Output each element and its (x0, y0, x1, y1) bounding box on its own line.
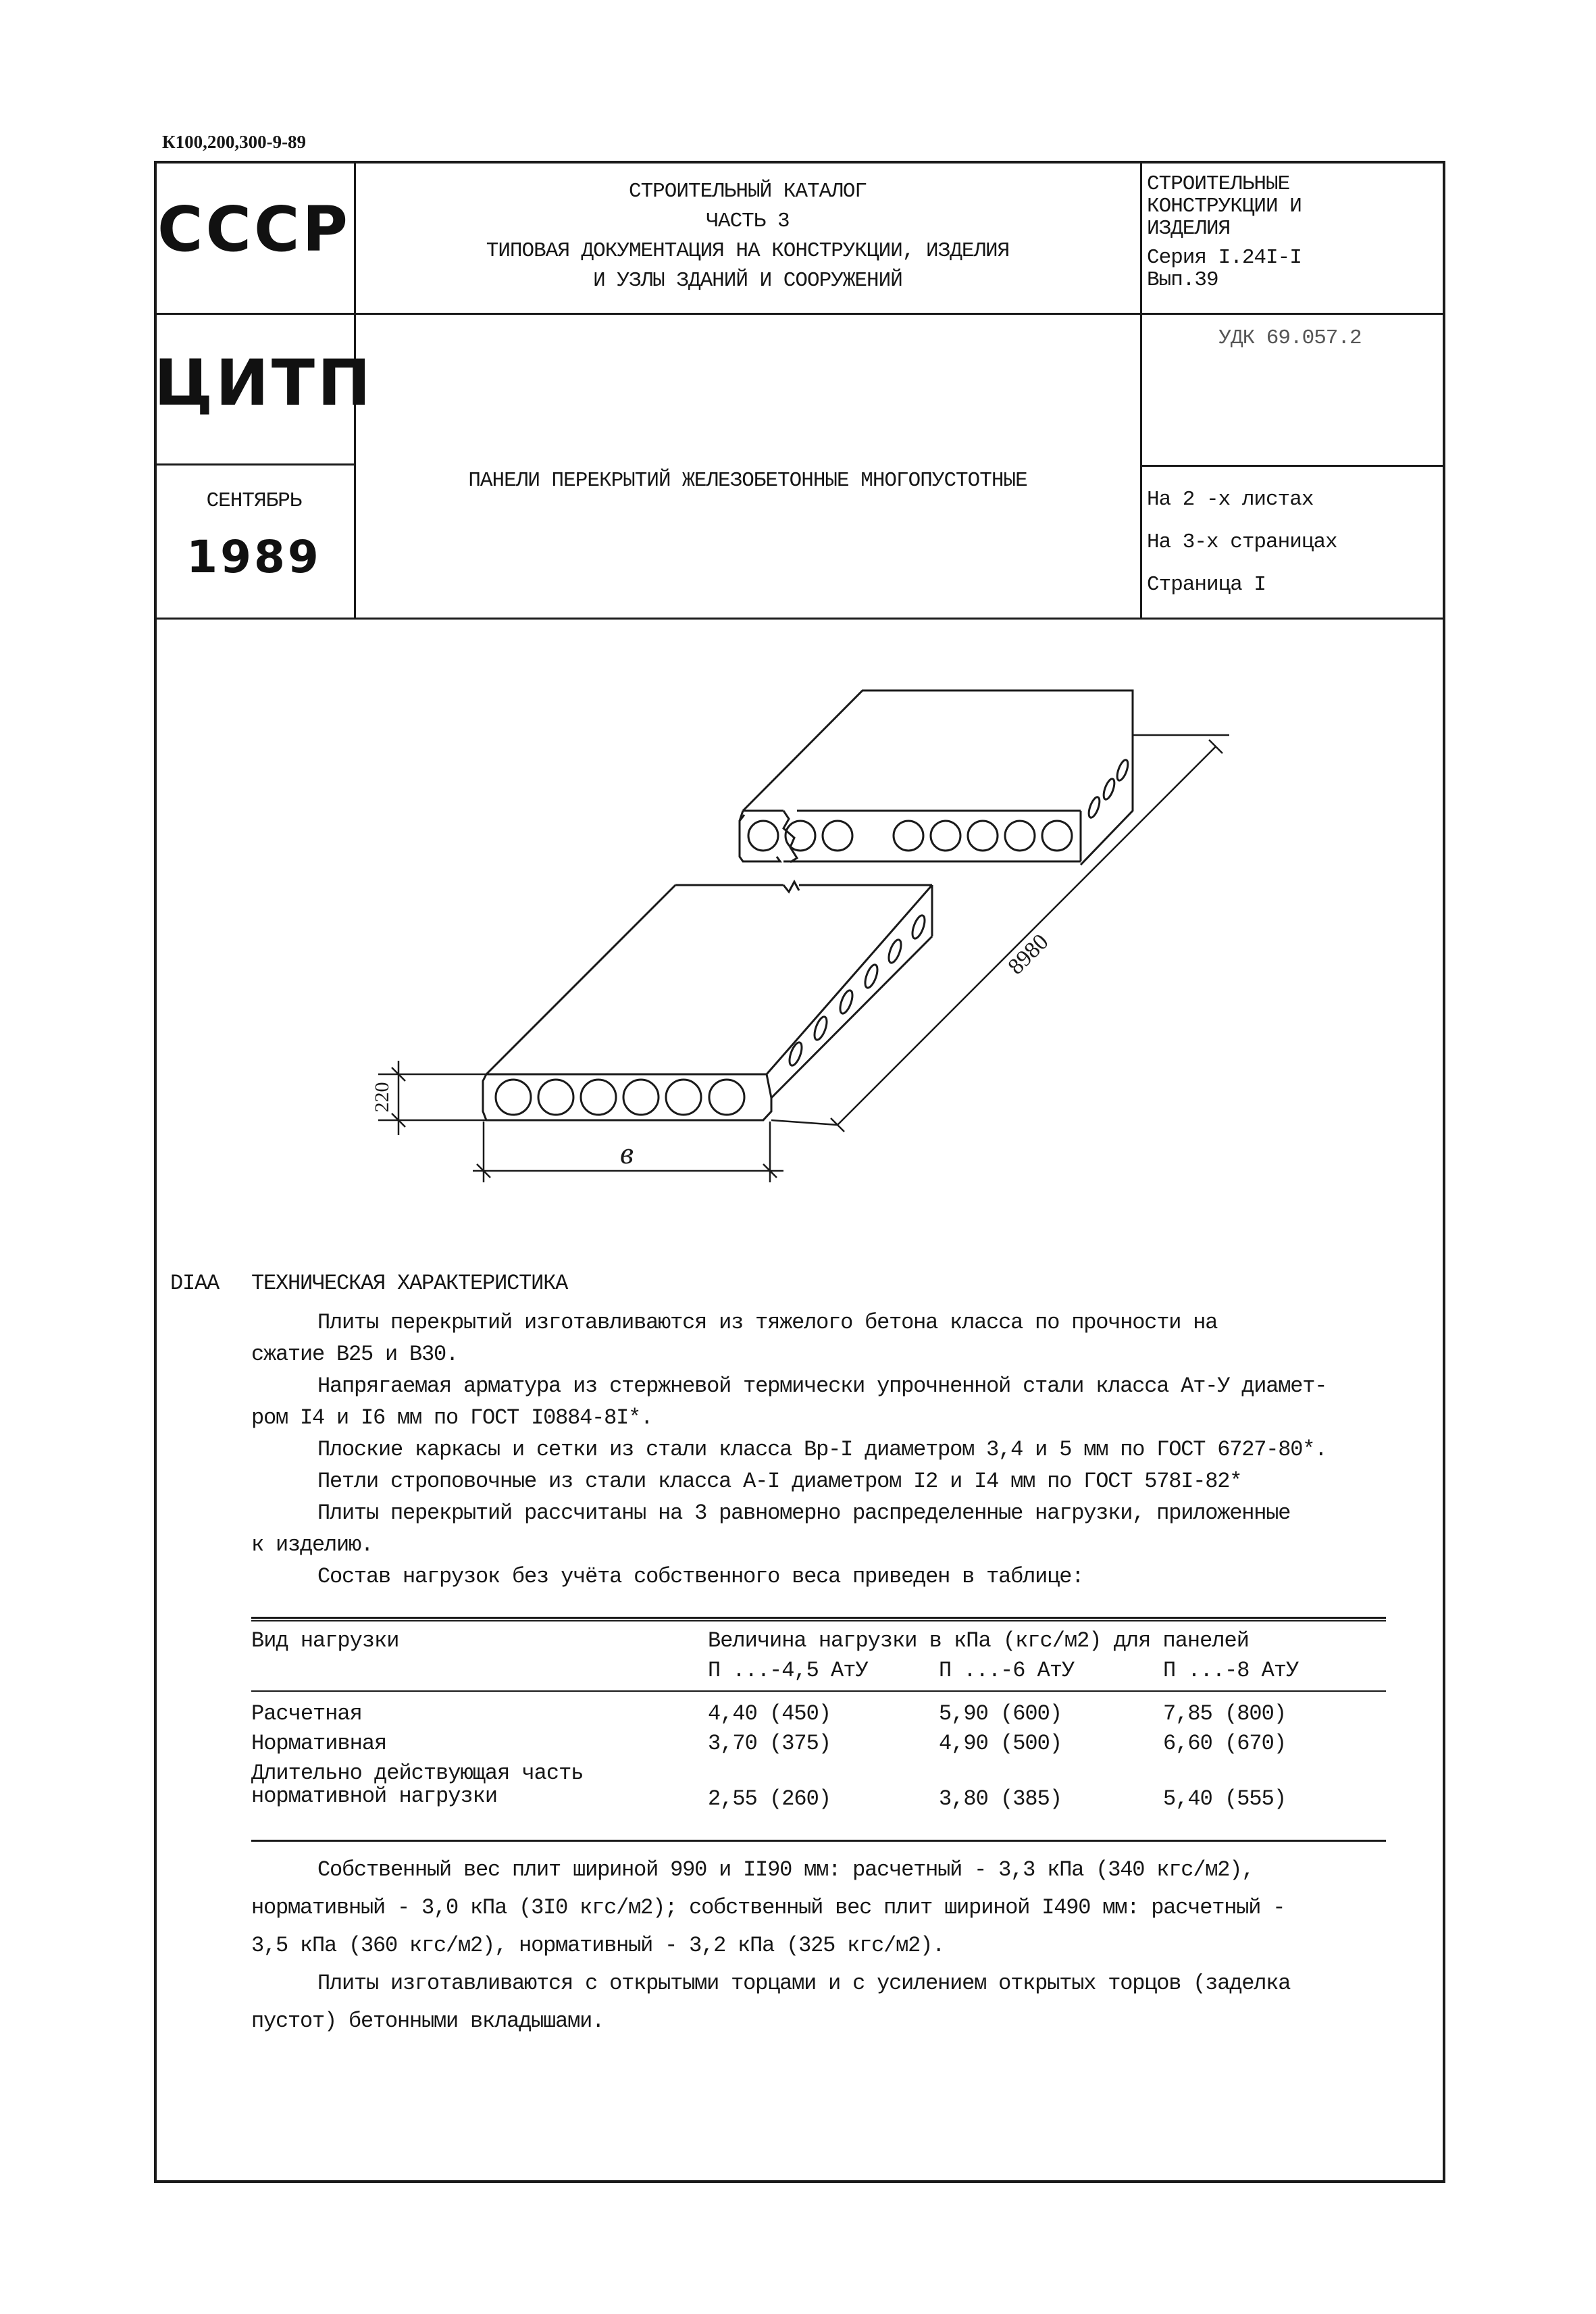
right-column-border (1140, 161, 1142, 619)
paragraph (251, 1370, 1413, 1402)
org-logo-citp: ЦИТП (154, 347, 374, 420)
table-cell: 5,40 (555) (1163, 1786, 1287, 1811)
paragraph-line: сжатие В25 и В30. (251, 1342, 459, 1367)
table-top-rule-2 (251, 1620, 1386, 1621)
spec-paragraphs (251, 1307, 1413, 1592)
left-col-divider (154, 463, 355, 466)
table-panel-type: П ...-4,5 АтУ (708, 1658, 868, 1683)
table-cell: 4,90 (500) (939, 1731, 1062, 1756)
table-cell: 2,55 (260) (708, 1786, 831, 1811)
table-cell: 4,40 (450) (708, 1701, 831, 1726)
table-panel-type: П ...-8 АтУ (1163, 1658, 1299, 1683)
series-line: КОНСТРУКЦИИ И (1147, 195, 1302, 218)
right-col-divider (1140, 465, 1445, 467)
issue-year: 1989 (186, 531, 321, 583)
table-cell: 3,70 (375) (708, 1731, 831, 1756)
header-bottom-line (154, 618, 1445, 620)
product-title: ПАНЕЛИ ПЕРЕКРЫТИЙ ЖЕЛЕЗОБЕТОННЫЕ МНОГОПУСТОТНЫЕ (468, 469, 1027, 493)
table-panel-type: П ...-6 АтУ (939, 1658, 1075, 1683)
section-code: DIAA (170, 1271, 220, 1296)
panel-drawing (351, 676, 1297, 1216)
table-cell: 5,90 (600) (939, 1701, 1062, 1726)
catalog-line: ТИПОВАЯ ДОКУМЕНТАЦИЯ НА КОНСТРУКЦИИ, ИЗДЕЛИЯ (486, 239, 1010, 263)
catalog-line: И УЗЛЫ ЗДАНИЙ И СООРУЖЕНИЙ (593, 269, 902, 293)
series-line: Вып.39 (1147, 268, 1218, 292)
issue-month: СЕНТЯБРЬ (206, 489, 302, 513)
catalog-line: СТРОИТЕЛЬНЫЙ КАТАЛОГ (628, 180, 867, 203)
table-cell: 6,60 (670) (1163, 1731, 1287, 1756)
table-cell: 7,85 (800) (1163, 1701, 1287, 1726)
after-table-text (251, 1851, 1413, 2040)
sheets-count: На 2 -х листах (1147, 488, 1314, 511)
paragraph-line: Плиты перекрытий рассчитаны на 3 равномерно распределенные нагрузки, приложенные (317, 1501, 1291, 1526)
paragraph-line: 3,5 кПа (360 кгс/м2), нормативный - 3,2 кПа (325 кгс/м2). (251, 1933, 945, 1958)
paragraph-line: пустот) бетонными вкладышами. (251, 2009, 604, 2034)
lower-panel-drawing (483, 882, 932, 1120)
table-row-label-line: Длительно действующая часть (251, 1761, 584, 1786)
document-code: К100,200,300-9-89 (162, 132, 307, 152)
paragraph-line: к изделию. (251, 1532, 374, 1557)
series-line: Серия I.24I-I (1147, 246, 1302, 270)
paragraph (251, 1307, 1413, 1338)
series-block (1147, 173, 1437, 291)
table-row-label (251, 1762, 583, 1808)
height-label: 220 (371, 1082, 393, 1113)
height-dimension (378, 1061, 486, 1135)
header-divider-1 (154, 313, 1445, 315)
table-header-group: Величина нагрузки в кПа (кгс/м2) для панелей (708, 1628, 1249, 1653)
paragraph-line: Плоские каркасы и сетки из стали класса Вр-I диаметром 3,4 и 5 мм по ГОСТ 6727-80*. (317, 1437, 1327, 1462)
paragraph-line: нормативный - 3,0 кПа (3I0 кгс/м2); собственный вес плит шириной I490 мм: расчетный - (251, 1895, 1285, 1920)
paragraph-line: Петли строповочные из стали класса А-I диаметром I2 и I4 мм по ГОСТ 578I-82* (317, 1469, 1242, 1494)
width-label: в (620, 1136, 634, 1170)
length-dimension (771, 735, 1229, 1132)
org-logo-ussr: СССР (157, 193, 351, 266)
catalog-line: ЧАСТЬ 3 (706, 209, 790, 233)
paragraph-line: Плиты изготавливаются с открытыми торцами и с усилением открытых торцов (заделка (317, 1971, 1291, 1996)
catalog-title-block (355, 177, 1140, 296)
table-cell: 3,80 (385) (939, 1786, 1062, 1811)
table-top-rule (251, 1617, 1386, 1619)
paragraph-line: Напрягаемая арматура из стержневой термически упрочненной стали класса Ат-У диамет- (317, 1374, 1327, 1399)
page-number: Страница I (1147, 573, 1266, 597)
length-label: 8980 (1003, 929, 1054, 980)
series-line: ИЗДЕЛИЯ (1147, 217, 1231, 241)
table-bottom-rule (251, 1840, 1386, 1842)
table-header-load-type: Вид нагрузки (251, 1628, 399, 1653)
table-row-label: Нормативная (251, 1731, 387, 1756)
sheet-info (1147, 478, 1437, 606)
section-title: ТЕХНИЧЕСКАЯ ХАРАКТЕРИСТИКА (251, 1271, 568, 1296)
paragraph-line: Собственный вес плит шириной 990 и II90 мм: расчетный - 3,3 кПа (340 кгс/м2), (317, 1857, 1254, 1882)
table-row-label-line: нормативной нагрузки (251, 1784, 498, 1809)
paragraph-line: Плиты перекрытий изготавливаются из тяжелого бетона класса по прочности на (317, 1310, 1218, 1335)
pages-count: На 3-х страницах (1147, 530, 1337, 554)
paragraph-line: Состав нагрузок без учёта собственного веса приведен в таблице: (317, 1564, 1084, 1589)
table-header-rule (251, 1690, 1386, 1692)
table-row-label: Расчетная (251, 1701, 362, 1726)
paragraph-line: ром I4 и I6 мм по ГОСТ I0884-8I*. (251, 1405, 653, 1430)
upper-panel-drawing (740, 690, 1133, 865)
series-line: СТРОИТЕЛЬНЫЕ (1147, 172, 1290, 196)
udk-code: УДК 69.057.2 (1218, 326, 1362, 350)
